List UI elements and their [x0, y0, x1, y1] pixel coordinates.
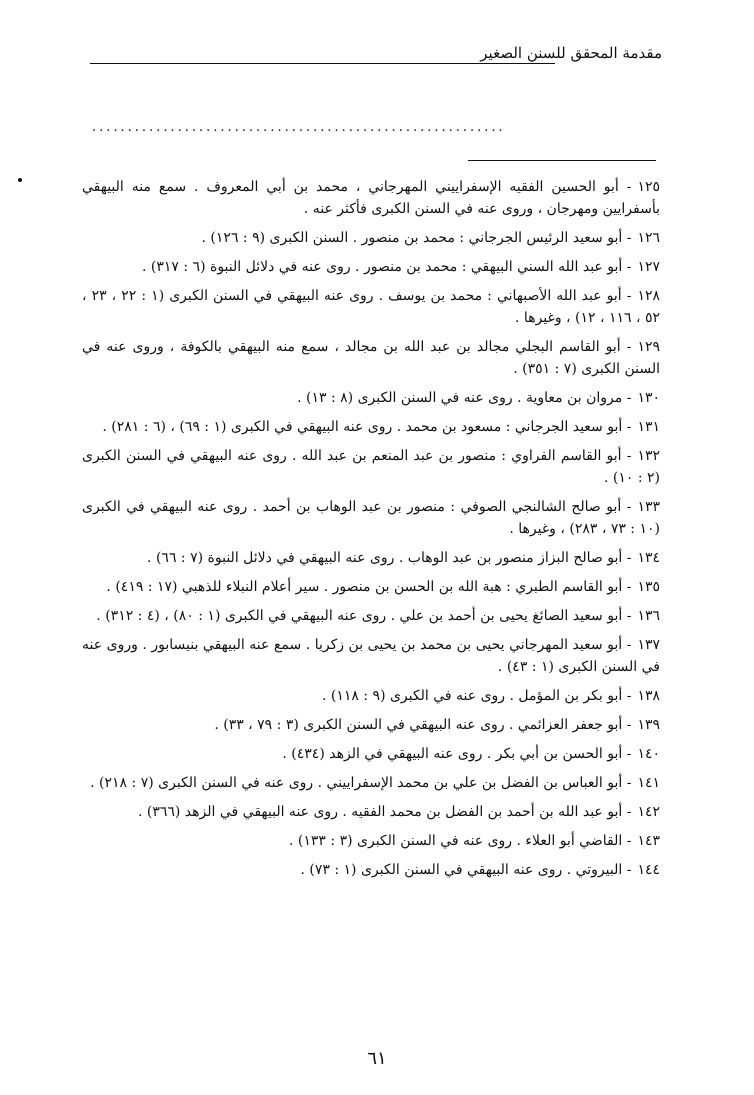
entry-text: - أبو القاسم الطبري : هبة الله بن الحسن بن منصور . سير أعلام النبلاء للذهبي (١٧ : ٤١٩) . [106, 579, 632, 595]
entry-number: ١٢٩ [637, 339, 660, 355]
list-item [82, 176, 660, 220]
list-item [82, 801, 660, 823]
list-item [82, 416, 660, 438]
entry-number: ١٤٠ [637, 746, 660, 762]
entry-text: - أبو صالح الشالنجي الصوفي : منصور بن عبد الوهاب بن أحمد . روى عنه البيهقي في الكبرى (١٠ : ٧٣ ، ٢٨٣) ، وغيرها . [82, 499, 660, 537]
entry-text: - أبو صالح البزاز منصور بن عبد الوهاب . روى عنه البيهقي في دلائل النبوة (٧ : ٦٦) . [147, 550, 632, 566]
list-item [82, 336, 660, 380]
entry-text: - أبو بكر بن المؤمل . روى عنه في الكبرى (٩ : ١١٨) . [321, 688, 632, 704]
list-item [82, 227, 660, 249]
entry-number: ١٢٦ [637, 230, 660, 246]
entry-text: - أبو عبد الله السني البيهقي : محمد بن منصور . روى عنه في دلائل النبوة (٦ : ٣١٧) . [141, 259, 632, 275]
entry-number: ١٤١ [637, 775, 660, 791]
list-item [82, 743, 660, 765]
entry-number: ١٢٧ [637, 259, 660, 275]
page-number: ٦١ [367, 1048, 387, 1069]
entry-number: ١٤٤ [637, 862, 660, 878]
entry-text: - أبو سعيد الرئيس الجرجاني : محمد بن منصور . السنن الكبرى (٩ : ١٢٦) . [201, 230, 632, 246]
entry-number: ١٣٨ [637, 688, 660, 704]
list-item [82, 685, 660, 707]
entry-text: - أبو جعفر العزائمي . روى عنه البيهقي في السنن الكبرى (٣ : ٧٩ ، ٣٣) . [214, 717, 632, 733]
entry-text: - أبو سعيد الجرجاني : مسعود بن محمد . روى عنه البيهقي في الكبرى (١ : ٦٩) ، (٦ : ٢٨١) . [102, 419, 632, 435]
entry-text: - أبو القاسم البجلي مجالد بن عبد الله بن مجالد ، سمع منه البيهقي بالكوفة ، وروى عنه في السنن الكبرى (٧ : ٣٥١) . [82, 339, 660, 377]
entry-number: ١٤٢ [637, 804, 660, 820]
section-rule [468, 160, 656, 161]
list-item [82, 285, 660, 329]
entry-number: ١٣٤ [637, 550, 660, 566]
entry-text: - البيروتي . روى عنه البيهقي في السنن الكبرى (١ : ٧٣) . [300, 862, 632, 878]
margin-mark [18, 178, 22, 182]
running-head-title: مقدمة المحقق للسنن الصغير [480, 44, 662, 62]
header-rule [90, 63, 555, 64]
list-item [82, 605, 660, 627]
entry-number: ١٣٣ [637, 499, 660, 515]
list-item [82, 445, 660, 489]
entry-text: - أبو عبد الله بن أحمد بن الفضل بن محمد الفقيه . روى عنه البيهقي في الزهد (٣٦٦) . [137, 804, 632, 820]
list-item [82, 714, 660, 736]
entry-number: ١٣١ [637, 419, 660, 435]
list-item [82, 634, 660, 678]
entry-text: - أبو الحسن بن أبي بكر . روى عنه البيهقي في الزهد (٤٣٤) . [282, 746, 632, 762]
entry-text: - القاضي أبو العلاء . روى عنه في السنن الكبرى (٣ : ١٣٣) . [289, 833, 632, 849]
entry-number: ١٢٥ [637, 179, 660, 195]
entry-text: - أبو سعيد الصائغ يحيى بن أحمد بن علي . روى عنه البيهقي في الكبرى (١ : ٨٠) ، (٤ : ٣١٢) . [96, 608, 632, 624]
entry-number: ١٣٦ [637, 608, 660, 624]
entry-text: - أبو عبد الله الأصبهاني : محمد بن يوسف . روى عنه البيهقي في السنن الكبرى (١ : ٢٢ ، ٢٣ ، ٥٢ ، ١١٦ ، ١٢) ، وغيرها . [82, 288, 660, 326]
list-item [82, 496, 660, 540]
entry-number: ١٣٥ [637, 579, 660, 595]
entry-number: ١٣٢ [637, 448, 660, 464]
entry-text: - أبو سعيد المهرجاني يحيى بن محمد بن يحيى بن زكريا . سمع عنه البيهقي بنيسابور . وروى عنه في السنن الكبرى (١ : ٤٣) . [82, 637, 660, 675]
list-item [82, 830, 660, 852]
list-item [82, 576, 660, 598]
list-item [82, 547, 660, 569]
entry-number: ١٤٣ [637, 833, 660, 849]
entry-text: - أبو القاسم الفراوي : منصور بن عبد المنعم بن عبد الله . روى عنه البيهقي في السنن الكبرى (٢ : ١٠) . [82, 448, 660, 486]
list-item [82, 387, 660, 409]
entry-text: - أبو العباس بن الفضل بن علي بن محمد الإسفراييني . روى عنه في السنن الكبرى (٧ : ٢١٨) . [90, 775, 632, 791]
narrator-list [82, 176, 660, 888]
list-item [82, 772, 660, 794]
entry-number: ١٣٩ [637, 717, 660, 733]
entry-text: - أبو الحسين الفقيه الإسفراييني المهرجاني ، محمد بن أبي المعروف . سمع منه البيهقي بأسفرايين ومهرجان ، وروى عنه في السنن الكبرى فأكثر عنه . [82, 179, 660, 217]
entry-number: ١٣٠ [637, 390, 660, 406]
list-item [82, 256, 660, 278]
dotted-separator: .......................................................... [92, 120, 506, 135]
entry-text: - مروان بن معاوية . روى عنه في السنن الكبرى (٨ : ١٣) . [297, 390, 632, 406]
list-item [82, 859, 660, 881]
entry-number: ١٣٧ [637, 637, 660, 653]
entry-number: ١٢٨ [637, 288, 660, 304]
